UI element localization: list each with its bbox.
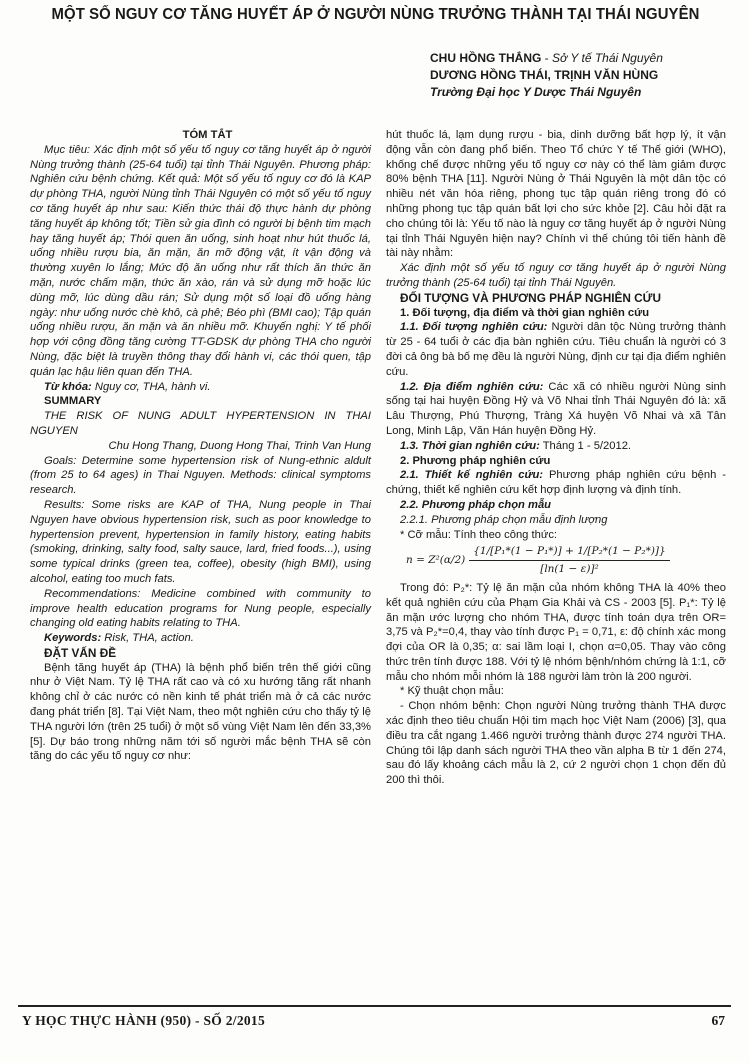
sample-size-label: * Cỡ mẫu: Tính theo công thức: (400, 528, 558, 541)
section-2-2-heading: 2.2. Phương pháp chọn mẫu (400, 498, 552, 511)
journal-name: Y HỌC THỰC HÀNH (950) - SỐ 2/2015 (22, 1013, 266, 1028)
section-2-2-1-heading: 2.2.1. Phương pháp chọn mẫu định lượng (400, 513, 608, 526)
section-1-heading: 1. Đối tượng, địa điểm và thời gian nghiên cứu (400, 306, 650, 319)
intro-paragraph: Bệnh tăng huyết áp (THA) là bệnh phổ biến trên thế giới cũng như ở Việt Nam. Tỷ lệ THA rất cao và có xu hướng tăng rất nhanh không chỉ ở các nước có nền kinh tế phát triển mà ở cả các nước đang phát triển [8]. Tại Việt Nam, theo một nghiên cứu cho thấy tỷ lệ THA người lớn (trên 25 tuổi) ở một số vùng Việt Nam lên đến 33,3% [5]. Dự báo trong những năm tới số người mắc bệnh THA sẽ còn tăng do các yếu tố nguy cơ như: (30, 661, 371, 763)
section-1-3-text: Tháng 1 - 5/2012. (539, 439, 632, 452)
section-2-1-label: 2.1. Thiết kế nghiên cứu: (400, 469, 544, 482)
section-1-2-text: Các xã có nhiều người Nùng sinh sống tại hai huyện Đồng Hỷ và Võ Nhai tỉnh Thái Nguyên đó là: xã Lâu Thượng, Phú Thượng, Tràng Xá huyện Võ Nhai và xã Tân Long, Minh Lập, Văn Hán huyện Đồng Hỷ. (386, 380, 726, 437)
section-2-1-text: Phương pháp nghiên cứu bệnh - chứng, thiết kế nghiên cứu kết hợp định lượng và định tính. (386, 469, 726, 497)
section-1-1-label: 1.1. Đối tượng nghiên cứu: (400, 321, 548, 334)
intro-continued: hút thuốc lá, lạm dụng rượu - bia, dinh dưỡng bất hợp lý, ít vận động vẫn còn đang phổ biến. Theo Tổ chức Y tế Thế giới (WHO), khống chế được những yếu tố nguy cơ này có thể làm giảm được 80% bệnh THA [11]. Người Nùng ở Thái Nguyên là một dân tộc có nhiều nét văn hóa riêng, phong tục tập quán riêng trong đó có những phong tục tập quán bất lợi cho sức khỏe [2]. Câu hỏi đặt ra cho chúng tôi là: Yếu tố nào là nguy cơ tăng huyết áp ở người Nùng tại tỉnh Thái Nguyên hiện nay? Chính vì thế chúng tôi tiến hành đề tài này nhằm: (386, 129, 726, 260)
sampling-technique-label: * Kỹ thuật chọn mẫu: (400, 685, 504, 698)
left-column (30, 128, 371, 764)
author-2: DƯƠNG HỒNG THÁI, TRỊNH VĂN HÙNG (430, 68, 659, 82)
summary-en-results: Results: Some risks are KAP of THA, Nung people in Thai Nguyen have obvious hypertension risk, such as poor knowledge to hypertension prevent, hypertension in family history, eating habits (smoking, drinking, salty food, salty sauce, lard, fried foods...), using some typical drinks (green tea, coffee), obesity (high BMI), using alcohol, eating too much fats. (30, 498, 371, 585)
article-title: MỘT SỐ NGUY CƠ TĂNG HUYẾT ÁP Ở NGƯỜI NÙNG TRƯỞNG THÀNH TẠI THÁI NGUYÊN (51, 6, 700, 23)
summary-en-heading: SUMMARY (44, 395, 102, 408)
formula-lhs: n = Z²(α/2) (406, 554, 466, 567)
section-1-1-text: Người dân tộc Nùng trưởng thành từ 25 - 64 tuổi ở các địa bàn nghiên cứu. Tiêu chuẩn là người có 3 đời cả ông bà bố mẹ đều là người Nùng, định cư tại địa điểm nghiên cứu. (386, 321, 726, 378)
formula-denominator: [ln(1 − ε)]² (540, 563, 599, 576)
summary-en-title: THE RISK OF NUNG ADULT HYPERTENSION IN THAI NGUYEN (30, 410, 371, 437)
keywords-en: Risk, THA, action. (101, 632, 194, 645)
footer-rule (18, 1005, 731, 1007)
affiliation-1: Sở Y tế Thái Nguyên (552, 51, 663, 65)
study-objective: Xác định một số yếu tố nguy cơ tăng huyết áp ở người Nùng trưởng thành (25-64 tuổi) tại tỉnh Thái Nguyên. (386, 262, 726, 289)
formula-explanation: Trong đó: P₂*: Tỷ lệ ăn mặn của nhóm không THA là 40% theo kết quả nghiên cứu của Phạm Gia Khải và CS - 2003 [5]. P₁*: Tỷ lệ ăn mặn ước lượng cho nhóm THA, được tính toán dựa trên OR= 3,75 và P₂*=0,4, thay vào tính được P₁ = 0,71, ε: độ chính xác mong đợi của OR là 0,35; α: sai lầm loại I, chọn α=0,05. Thay vào công thức trên tính được 188. Với tỷ lệ nhóm bệnh/nhóm chứng là 1:1, cỡ mẫu cho nhóm mỗi nhóm là 188 người làm tròn là 200 người. (386, 581, 726, 683)
summary-vn-text: Mục tiêu: Xác định một số yếu tố nguy cơ tăng huyết áp ở người Nùng trưởng thành (25-64 tuổi) tại tỉnh Thái Nguyên. Phương pháp: Nghiên cứu bệnh chứng. Kết quả: Một số yếu tố nguy cơ đó là KAP dự phòng THA, người Nùng tỉnh Thái Nguyên có một số yếu tố nguy cơ tăng huyết áp như sau: Kiến thức thái độ thực hành dự phòng tăng huyết áp không tốt; Tiền sử gia đình có người bị bệnh tim mạch hay tăng huyết áp; Thói quen ăn uống, sinh hoạt như hút thuốc lá, uống nhiều rượu bia, ăn mặn, ăn mỡ động vật, ít vận động và thường xuyên lo lắng; Mức độ ăn uống như rất thích ăn thức ăn mặn, nước chấm mặn, thức ăn xào, rán và sử dụng mỡ hoặc lúc dùng mỡ, lúc dùng dầu rán; Sử dụng một số loại đồ uống hàng ngày: như uống nước chè khô, cà phê; Béo phì (BMI cao); Tập quán uống nhiều rượu, ăn mặn và ăn nhiều mỡ. Khuyến nghị: Y tế phối hợp với cộng đồng tăng cường TT-GDSK dự phòng THA cho người Nùng, đặc biệt là truyền thông thay đổi hành vi, các thói quen, tập quán lạc hậu liên quan đến THA. (30, 143, 371, 378)
keywords-vn-label: Từ khóa: (44, 380, 92, 393)
section-1-2-label: 1.2. Địa điểm nghiên cứu: (400, 380, 544, 393)
formula-numerator: {1/[P₁*(1 − P₁*)] + 1/[P₂*(1 − P₂*)]} (469, 544, 669, 561)
summary-en-recommendations: Recommendations: Medicine combined with community to improve health education programs for Nung people, especially changing old eating habits relating to THA. (30, 587, 371, 630)
intro-heading: ĐẶT VẤN ĐỀ (44, 645, 117, 660)
case-group-text: - Chọn nhóm bệnh: Chọn người Nùng trưởng thành THA được xác định theo tiêu chuẩn Hội tim mạch học Việt Nam (2006) [3], qua điều tra cắt ngang 1.466 người trưởng thành được 274 người THA. Chúng tôi lập danh sách người THA theo vần alpha B từ 1 đến 274, sau đó lấy khoảng cách mẫu là 2, cứ 2 người chọn 1 chọn đến đủ 200 thì thôi. (386, 700, 726, 787)
affiliation-2: Trường Đại học Y Dược Thái Nguyên (430, 85, 642, 99)
section-2-heading: 2. Phương pháp nghiên cứu (400, 454, 551, 467)
keywords-vn: Nguy cơ, THA, hành vi. (91, 380, 211, 393)
keywords-en-label: Keywords: (44, 632, 102, 645)
section-1-3-label: 1.3. Thời gian nghiên cứu: (400, 439, 540, 452)
author-1: CHU HỒNG THẮNG (430, 51, 542, 65)
right-column (386, 128, 726, 788)
summary-en-authors: Chu Hong Thang, Duong Hong Thai, Trinh Van Hung (108, 439, 371, 452)
sample-size-formula (406, 544, 726, 577)
summary-vn-heading: TÓM TẮT (182, 129, 233, 141)
page-number: 67 (711, 1013, 725, 1028)
summary-en-goals: Goals: Determine some hypertension risk of Nung-ethnic aldult (from 25 to 64 ages) in Thai Nguyen. Methods: clinical symptoms research. (30, 454, 371, 497)
methods-heading: ĐỐI TƯỢNG VÀ PHƯƠNG PHÁP NGHIÊN CỨU (400, 290, 661, 305)
author-block: CHU HỒNG THẮNG - Sở Y tế Thái Nguyên DƯƠNG HỒNG THÁI, TRỊNH VĂN HÙNG Trường Đại học Y Dược Thái Nguyên (430, 50, 730, 101)
